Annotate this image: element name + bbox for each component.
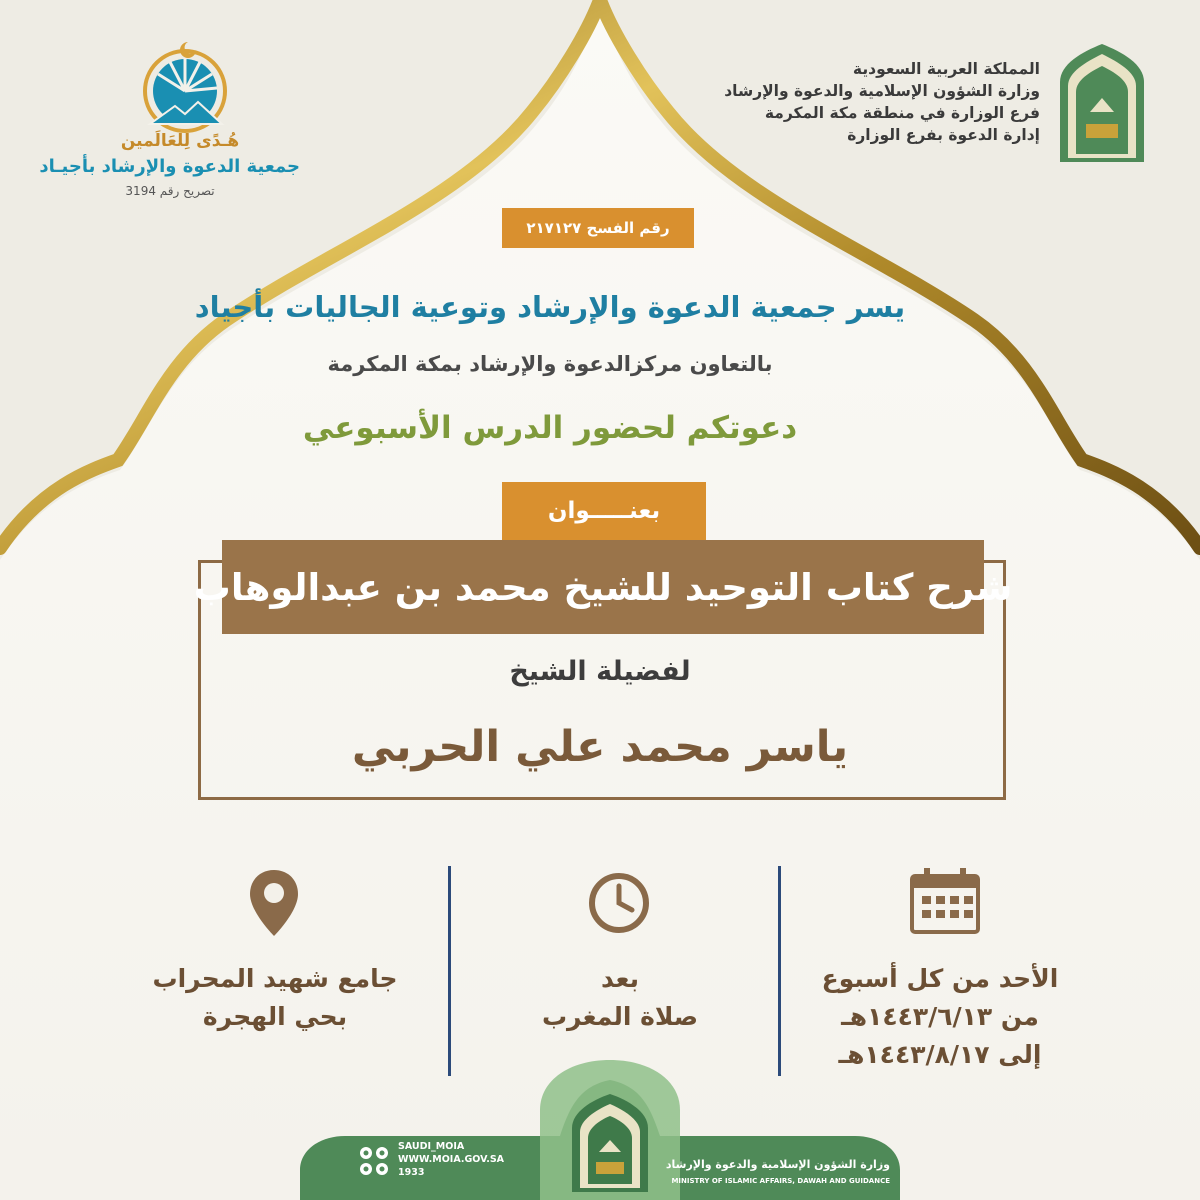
column-divider xyxy=(778,866,781,1076)
announcement-headline: يسر جمعية الدعوة والإرشاد وتوعية الجاليات بأجياد xyxy=(194,290,906,324)
ministry-line-ministry: وزارة الشؤون الإسلامية والدعوة والإرشاد xyxy=(724,82,1040,100)
announcement-invitation: دعوتكم لحضور الدرس الأسبوعي xyxy=(302,410,798,446)
permit-badge: رقم الفسح ٢١٧١٢٧ xyxy=(502,208,694,248)
lesson-subject-label: بعنـــــوان xyxy=(502,482,706,540)
social-icons xyxy=(358,1145,392,1187)
location-line-district: بحي الهجرة xyxy=(202,1002,348,1031)
footer-handle: SAUDI_MOIA xyxy=(398,1141,465,1152)
sheikh-label: لفضيلة الشيخ xyxy=(509,656,691,687)
clock-icon xyxy=(588,872,650,934)
sheikh-name: ياسر محمد علي الحربي xyxy=(351,722,849,772)
time-line-after: بعد xyxy=(601,964,639,993)
footer-contact xyxy=(398,1140,538,1179)
date-line-to: إلى ١٤٤٣/٨/١٧هـ xyxy=(838,1040,1042,1069)
ministry-line-branch: فرع الوزارة في منطقة مكة المكرمة xyxy=(764,104,1040,122)
association-logo xyxy=(39,36,300,206)
association-name: جمعية الدعوة والإرشاد بأجيـاد xyxy=(39,156,300,177)
association-license: تصريح رقم 3194 xyxy=(125,184,215,198)
date-line-from: من ١٤٤٣/٦/١٣هـ xyxy=(841,1002,1039,1031)
date-line-weekly: الأحد من كل أسبوع xyxy=(821,964,1059,993)
footer-website: WWW.MOIA.GOV.SA xyxy=(398,1154,505,1165)
footer-ministry-arabic: وزارة الشؤون الإسلامية والدعوة والإرشاد xyxy=(665,1158,890,1171)
ministry-emblem-icon xyxy=(1054,42,1150,162)
ministry-line-department: إدارة الدعوة بفرع الوزارة xyxy=(847,126,1040,144)
footer-ministry-english: MINISTRY OF ISLAMIC AFFAIRS, DAWAH AND GUIDANCE xyxy=(671,1177,890,1185)
ministry-line-country: المملكة العربية السعودية xyxy=(852,60,1040,78)
location-line-mosque: جامع شهيد المحراب xyxy=(152,964,398,993)
association-tagline: هُـدًى لِلعَالَمين xyxy=(120,131,240,151)
location-info xyxy=(130,960,420,1036)
announcement-cooperation: بالتعاون مركزالدعوة والإرشاد بمكة المكرمة xyxy=(327,352,773,376)
association-emblem-icon xyxy=(130,36,240,136)
ministry-header-text xyxy=(620,58,1040,146)
time-line-prayer: صلاة المغرب xyxy=(541,1002,699,1031)
footer-ministry-emblem-icon xyxy=(568,1092,652,1192)
location-pin-icon xyxy=(248,868,300,938)
time-info xyxy=(480,960,760,1036)
footer-year: 1933 xyxy=(398,1167,425,1178)
column-divider xyxy=(448,866,451,1076)
calendar-icon xyxy=(910,868,982,934)
date-info xyxy=(800,960,1080,1074)
lesson-title: شرح كتاب التوحيد للشيخ محمد بن عبدالوهاب xyxy=(222,540,984,634)
